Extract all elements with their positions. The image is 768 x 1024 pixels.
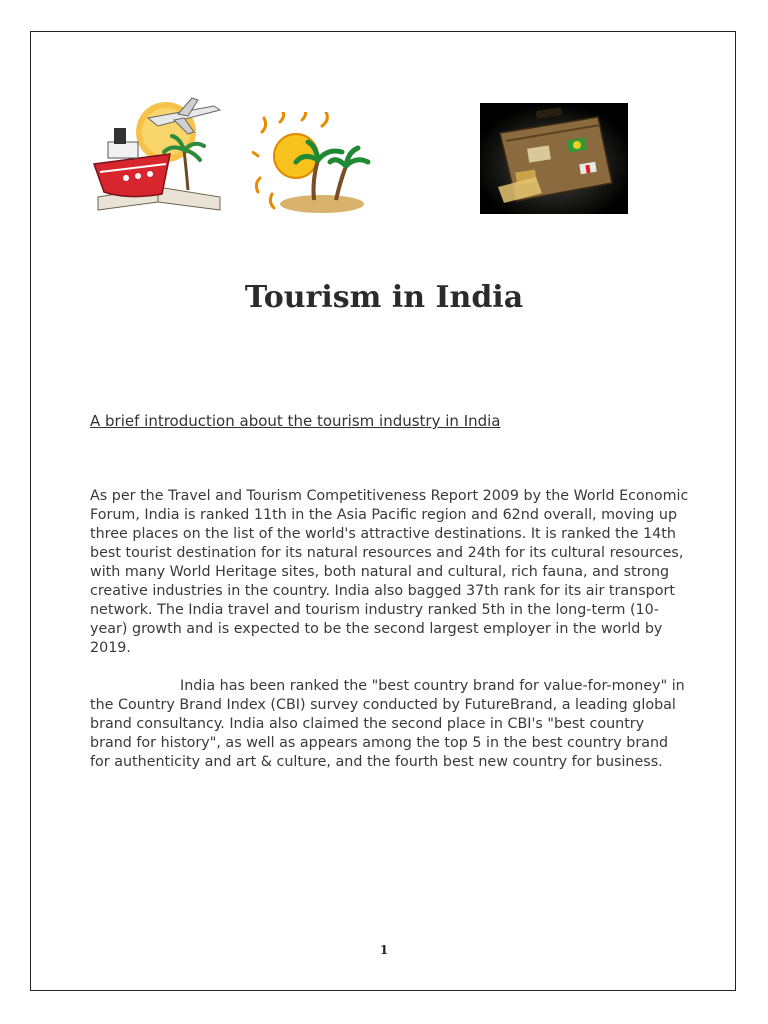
section-heading: A brief introduction about the tourism industry in India [90, 412, 501, 430]
body-paragraph: As per the Travel and Tourism Competitiveness Report 2009 by the World Economic Forum, India is ranked 11th in the Asia Pacific region and 62nd overall, moving up three places on the list of the world's attractive destinations. It is ranked the 14th best tourist destination for its natural resources and 24th for its cultural resources, with many World Heritage sites, both natural and cultural, rich fauna, and strong creative industries in the country. India also bagged 37th rank for its air transport network. The India travel and tourism industry ranked 5th in the long-term (10-year) growth and is expected to be the second largest employer in the world by 2019. [90, 488, 689, 656]
vintage-suitcase-photo [480, 103, 628, 214]
page-title: Tourism in India [244, 280, 524, 315]
body-paragraph: India has been ranked the "best country brand for value-for-money" in the Country Brand Index (CBI) survey conducted by FutureBrand, a leading global brand consultancy. India also claimed the second place in CBI's "best country brand for history", as well as appears among the top 5 in the best country brand for authenticity and art & culture, and the fourth best new country for business. [90, 678, 685, 770]
ship-airplane-clipart [88, 92, 226, 218]
page-number: 1 [379, 943, 389, 957]
sun-palm-island-clipart [252, 112, 372, 216]
